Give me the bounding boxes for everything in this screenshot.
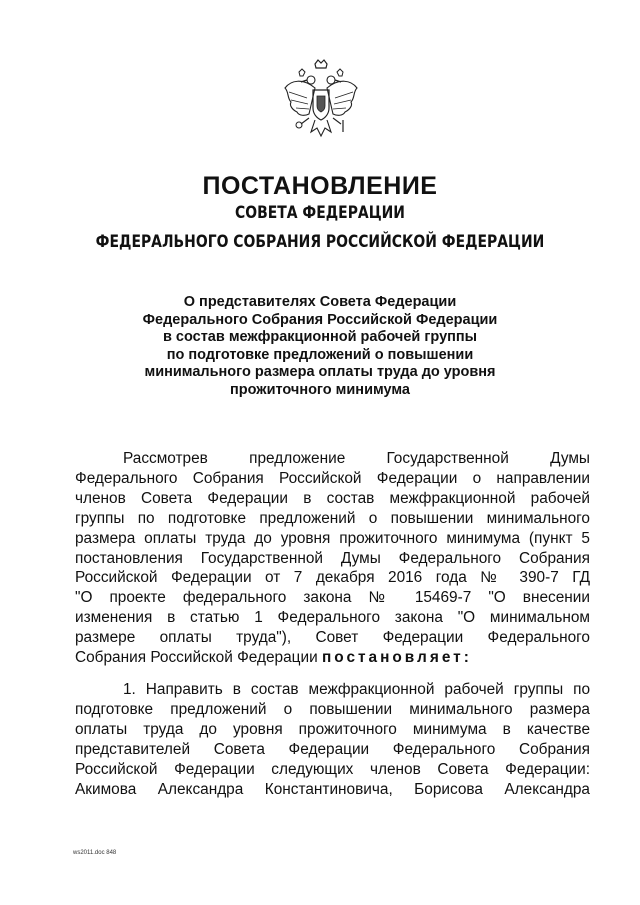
body-line: представителей Совета Федерации Федерального Собрания [75,740,590,758]
body-line: оплаты труда до уровня прожиточного минимума в качестве [75,720,590,738]
subject-line: по подготовке предложений о повышении [166,346,474,363]
body-line: 1. Направить в состав межфракционной рабочей группы по [123,681,590,698]
resolution-subject [100,294,540,400]
body-line: постановления Государственной Думы Федерального Собрания [75,549,590,567]
resolves-keyword: постановляет: [321,649,472,667]
clause-1-paragraph [75,680,590,799]
body-line: Федерального Собрания Российской Федерации о направлении [75,469,590,487]
subject-line: минимального размера оплаты труда до уровня [144,364,496,381]
subject-line: Федерального Собрания Российской Федерации [142,311,498,328]
body-line [75,648,590,668]
body-line: размера оплаты труда до уровня прожиточного минимума (пункт 5 [75,529,590,547]
body-line: Российской Федерации от 7 декабря 2016 года № 390-7 ГД [75,569,590,587]
body-line: подготовке предложений о повышении минимального размера [75,700,590,718]
document-file-code: ws2011.doc 848 [73,850,117,856]
body-line: "О проекте федерального закона № 15469-7 "О внесении [75,589,590,607]
body-line: группы по подготовке предложений о повышении минимального [75,509,590,527]
preamble-paragraph [75,449,590,668]
body-line: изменения в статью 1 Федерального закона "О минимальном [75,609,590,627]
body-line: Рассмотрев предложение Государственной Думы [123,450,590,467]
body-line: размере оплаты труда"), Совет Федерации Федерального [75,629,590,647]
subject-line: О представителях Совета Федерации [183,294,457,310]
body-line-prefix: Собрания Российской Федерации [75,649,322,667]
subject-line: в состав межфракционной рабочей группы [162,329,478,346]
issuing-body-line-2: ФЕДЕРАЛЬНОГО СОБРАНИЯ РОССИЙСКОЙ ФЕДЕРАЦИИ [95,232,545,252]
subject-line: прожиточного минимума [230,381,410,398]
document-title: ПОСТАНОВЛЕНИЕ [202,172,438,200]
body-line: Российской Федерации следующих членов Совета Федерации: [75,760,590,778]
issuing-body-line-1: СОВЕТА ФЕДЕРАЦИИ [235,203,405,223]
body-line: Акимова Александра Константиновича, Борисова Александра [75,780,590,798]
body-line: членов Совета Федерации в состав межфракционной рабочей [75,489,590,507]
russian-coat-of-arms-icon [281,58,361,140]
